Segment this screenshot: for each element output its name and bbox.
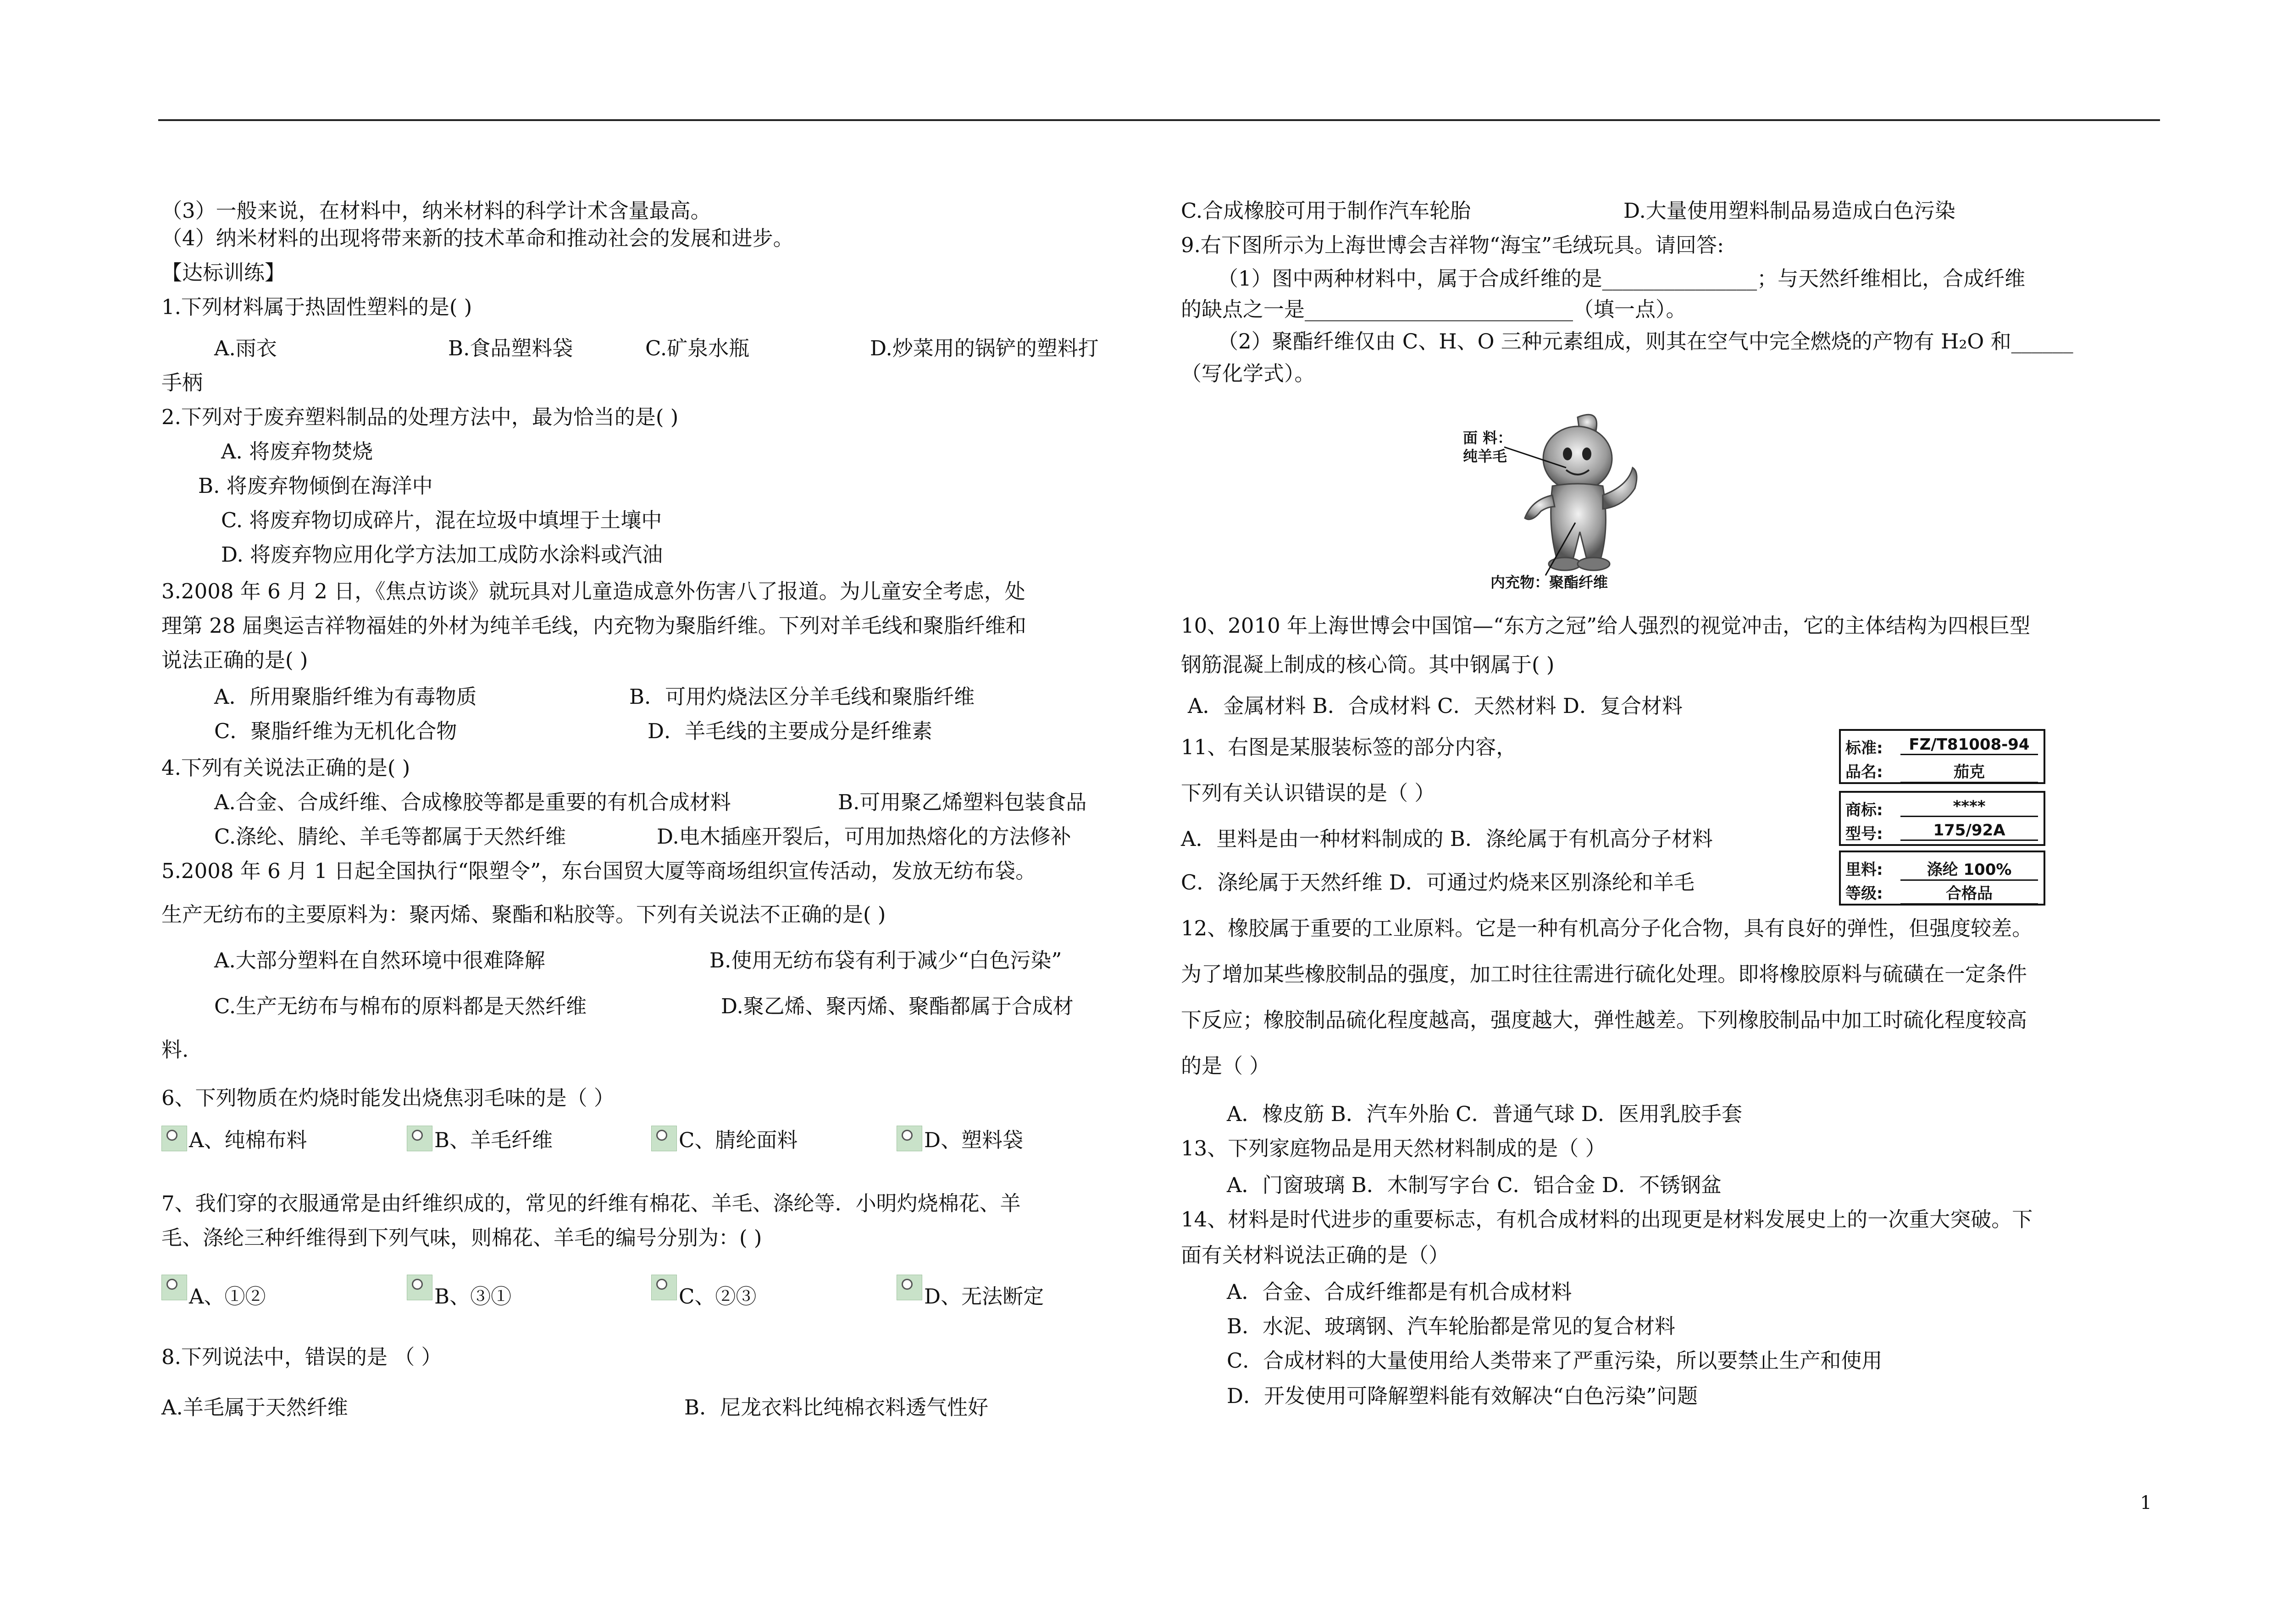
left-text-line: C.生产无纺布与棉布的原料都是天然纤维 xyxy=(214,994,587,1018)
left-text-line: C．聚脂纤维为无机化合物 xyxy=(214,719,457,743)
right-text-line: 10、2010 年上海世博会中国馆—“东方之冠”给人强烈的视觉冲击，它的主体结构为四根巨型 xyxy=(1181,613,2031,638)
q6-radio-d[interactable] xyxy=(897,1126,922,1151)
tag-value-model: 175/92A xyxy=(1900,821,2038,841)
right-text-line: C.合成橡胶可用于制作汽车轮胎 xyxy=(1181,199,1471,223)
q6-option-c: C、腈纶面料 xyxy=(679,1128,798,1152)
left-text-line: A.合金、合成纤维、合成橡胶等都是重要的有机合成材料 xyxy=(214,790,731,814)
left-text-line: D.聚乙烯、聚丙烯、聚酯都属于合成材 xyxy=(721,994,1074,1018)
q7-radio-b[interactable] xyxy=(407,1275,432,1300)
tag-key-name: 品名: xyxy=(1845,763,1883,781)
tag-value-name: 茄克 xyxy=(1900,759,2038,783)
left-text-line: 【达标训练】 xyxy=(161,260,286,285)
q6-option-b: B、羊毛纤维 xyxy=(434,1128,553,1152)
left-text-line: A.雨衣 xyxy=(214,336,277,360)
left-text-line: B.可用聚乙烯塑料包装食品 xyxy=(838,790,1087,814)
left-text-line: 理第 28 届奥运吉祥物福娃的外材为纯羊毛线，内充物为聚脂纤维。下列对羊毛线和聚脂纤维和 xyxy=(161,613,1026,638)
right-text-line: A．门窗玻璃 B．木制写字台 C．铝合金 D．不锈钢盆 xyxy=(1227,1173,1722,1197)
q6-radio-b[interactable] xyxy=(407,1126,432,1151)
left-text-line: D．羊毛线的主要成分是纤维素 xyxy=(648,719,933,743)
tag-box-1 xyxy=(1839,729,2045,784)
right-text-line: 面有关材料说法正确的是（） xyxy=(1181,1243,1450,1267)
tag-box-2 xyxy=(1839,791,2045,846)
left-text-line: A．所用聚脂纤维为有毒物质 xyxy=(214,685,477,709)
figure-label-filling: 内充物：聚酯纤维 xyxy=(1490,574,1608,591)
left-text-line: 5.2008 年 6 月 1 日起全国执行“限塑令”，东台国贸大厦等商场组织宣传活动，发放无纺布袋。 xyxy=(161,859,1036,883)
right-text-line: 14、材料是时代进步的重要标志，有机合成材料的出现更是材料发展史上的一次重大突破。下 xyxy=(1181,1207,2033,1232)
right-text-line: 13、下列家庭物品是用天然材料制成的是（ ） xyxy=(1181,1136,1606,1160)
q7-radio-a[interactable] xyxy=(161,1275,187,1300)
left-text-line: C.矿泉水瓶 xyxy=(645,336,750,360)
right-text-line: A．橡皮筋 B．汽车外胎 C．普通气球 D．医用乳胶手套 xyxy=(1227,1102,1742,1126)
left-text-line: A.羊毛属于天然纤维 xyxy=(161,1395,348,1420)
left-text-line: A.大部分塑料在自然环境中很难降解 xyxy=(214,948,545,972)
q6-radio-c[interactable] xyxy=(651,1126,677,1151)
right-text-line: C．涤纶属于天然纤维 D．可通过灼烧来区别涤纶和羊毛 xyxy=(1181,870,1695,895)
figure-label-wool: 纯羊毛 xyxy=(1463,447,1507,465)
left-text-line: 8.下列说法中，错误的是 （ ） xyxy=(161,1345,442,1369)
left-text-line: 说法正确的是( ) xyxy=(161,648,308,672)
left-text-line: 2.下列对于废弃塑料制品的处理方法中，最为恰当的是( ) xyxy=(161,405,679,429)
left-text-line: D. 将废弃物应用化学方法加工成防水涂料或汽油 xyxy=(221,542,663,567)
tag-value-standard: FZ/T81008-94 xyxy=(1900,735,2038,755)
right-text-line: A．里料是由一种材料制成的 B．涤纶属于有机高分子材料 xyxy=(1181,827,1713,851)
right-text-line: B．水泥、玻璃钢、汽车轮胎都是常见的复合材料 xyxy=(1227,1314,1676,1338)
left-text-line: B.使用无纺布袋有利于减少“白色污染” xyxy=(709,948,1062,972)
left-text-line: 4.下列有关说法正确的是( ) xyxy=(161,756,410,780)
q6-radio-a[interactable] xyxy=(161,1126,187,1151)
tag-value-lining: 涤纶 100% xyxy=(1900,857,2038,881)
right-text-line: 下反应；橡胶制品硫化程度越高，强度越大，弹性越差。下列橡胶制品中加工时硫化程度较高 xyxy=(1181,1008,2027,1032)
right-text-line: 为了增加某些橡胶制品的强度，加工时往往需进行硫化处理。即将橡胶原料与硫磺在一定条件 xyxy=(1181,962,2027,986)
left-text-line: （4）纳米材料的出现将带来新的技术革命和推动社会的发展和进步。 xyxy=(161,226,794,250)
header-rule xyxy=(158,119,2160,121)
right-text-line: 12、橡胶属于重要的工业原料。它是一种有机高分子化合物，具有良好的弹性，但强度较差。 xyxy=(1181,916,2033,940)
right-text-line: 的缺点之一是__________________________（填一点）。 xyxy=(1181,297,1687,321)
left-text-line: 料. xyxy=(161,1038,189,1062)
left-text-line: D.炒菜用的锅铲的塑料打 xyxy=(870,336,1099,360)
right-text-line: 钢筋混凝上制成的核心筒。其中钢属于( ) xyxy=(1181,652,1555,677)
q6-option-a: A、纯棉布料 xyxy=(189,1128,307,1152)
tag-key-grade: 等级: xyxy=(1845,884,1883,903)
left-text-line: D.电木插座开裂后，可用加热熔化的方法修补 xyxy=(657,824,1071,849)
q7-option-d: D、无法断定 xyxy=(924,1284,1044,1309)
left-text-line: 毛、涤纶三种纤维得到下列气味，则棉花、羊毛的编号分别为：( ) xyxy=(161,1226,762,1250)
left-text-line: A. 将废弃物焚烧 xyxy=(221,439,373,464)
tag-key-lining: 里料: xyxy=(1845,861,1883,879)
right-text-line: D.大量使用塑料制品易造成白色污染 xyxy=(1623,199,1955,223)
right-text-line: A．合金、合成纤维都是有机合成材料 xyxy=(1227,1280,1572,1304)
q7-radio-c[interactable] xyxy=(651,1275,677,1300)
left-text-line: B. 将废弃物倾倒在海洋中 xyxy=(198,474,433,498)
tag-value-brand: **** xyxy=(1900,797,2038,817)
figure-label-fabric: 面 料： xyxy=(1463,429,1512,447)
page-number: 1 xyxy=(2140,1492,2152,1514)
left-text-line: 3.2008 年 6 月 2 日，《焦点访谈》就玩具对儿童造成意外伤害八了报道。为儿童安全考虑，处 xyxy=(161,579,1025,603)
left-text-line: 7、我们穿的衣服通常是由纤维织成的，常见的纤维有棉花、羊毛、涤纶等．小明灼烧棉花、羊 xyxy=(161,1191,1021,1215)
right-text-line: （1）图中两种材料中，属于合成纤维的是_______________；与天然纤维相比，合成纤维 xyxy=(1218,266,2026,291)
tag-key-model: 型号: xyxy=(1845,825,1883,843)
haibao-mascot-figure xyxy=(1463,408,1665,591)
left-text-line: B．尼龙衣料比纯棉衣料透气性好 xyxy=(684,1395,989,1420)
q7-option-b: B、③① xyxy=(434,1284,512,1309)
right-text-line: A．金属材料 B．合成材料 C．天然材料 D．复合材料 xyxy=(1188,694,1683,718)
q7-option-a: A、①② xyxy=(189,1284,266,1309)
q7-option-c: C、②③ xyxy=(679,1284,757,1309)
q7-radio-d[interactable] xyxy=(897,1275,922,1300)
tag-value-grade: 合格品 xyxy=(1900,881,2038,905)
left-text-line: C.涤纶、腈纶、羊毛等都属于天然纤维 xyxy=(214,824,566,849)
left-text-line: 生产无纺布的主要原料为：聚丙烯、聚酯和粘胶等。下列有关说法不正确的是( ) xyxy=(161,902,886,927)
left-text-line: 1.下列材料属于热固性塑料的是( ) xyxy=(161,295,472,319)
tag-key-standard: 标准: xyxy=(1845,739,1883,757)
left-text-line: C. 将废弃物切成碎片，混在垃圾中填埋于土壤中 xyxy=(221,508,662,532)
right-text-line: （2）聚酯纤维仅由 C、H、O 三种元素组成，则其在空气中完全燃烧的产物有 H₂O 和______ xyxy=(1218,329,2073,354)
right-text-line: 9.右下图所示为上海世博会吉祥物“海宝”毛绒玩具。请回答: xyxy=(1181,233,1724,257)
right-text-line: 下列有关认识错误的是（ ） xyxy=(1181,781,1435,805)
left-text-line: B.食品塑料袋 xyxy=(448,336,573,360)
left-text-line: （3）一般来说，在材料中，纳米材料的科学计术含量最高。 xyxy=(161,199,711,223)
right-text-line: 的是（ ） xyxy=(1181,1054,1270,1078)
tag-key-brand: 商标: xyxy=(1845,801,1883,819)
right-text-line: 11、右图是某服装标签的部分内容， xyxy=(1181,735,1517,759)
tag-box-3 xyxy=(1839,851,2045,906)
right-text-line: C．合成材料的大量使用给人类带来了严重污染，所以要禁止生产和使用 xyxy=(1227,1348,1883,1373)
left-text-line: 6、下列物质在灼烧时能发出烧焦羽毛味的是（ ） xyxy=(161,1086,615,1110)
left-text-line: B．可用灼烧法区分羊毛线和聚脂纤维 xyxy=(629,685,975,709)
q6-option-d: D、塑料袋 xyxy=(924,1128,1024,1152)
left-text-line: 手柄 xyxy=(161,370,203,395)
right-text-line: D．开发使用可降解塑料能有效解决“白色污染”问题 xyxy=(1227,1384,1698,1408)
right-text-line: （写化学式）。 xyxy=(1181,361,1315,386)
